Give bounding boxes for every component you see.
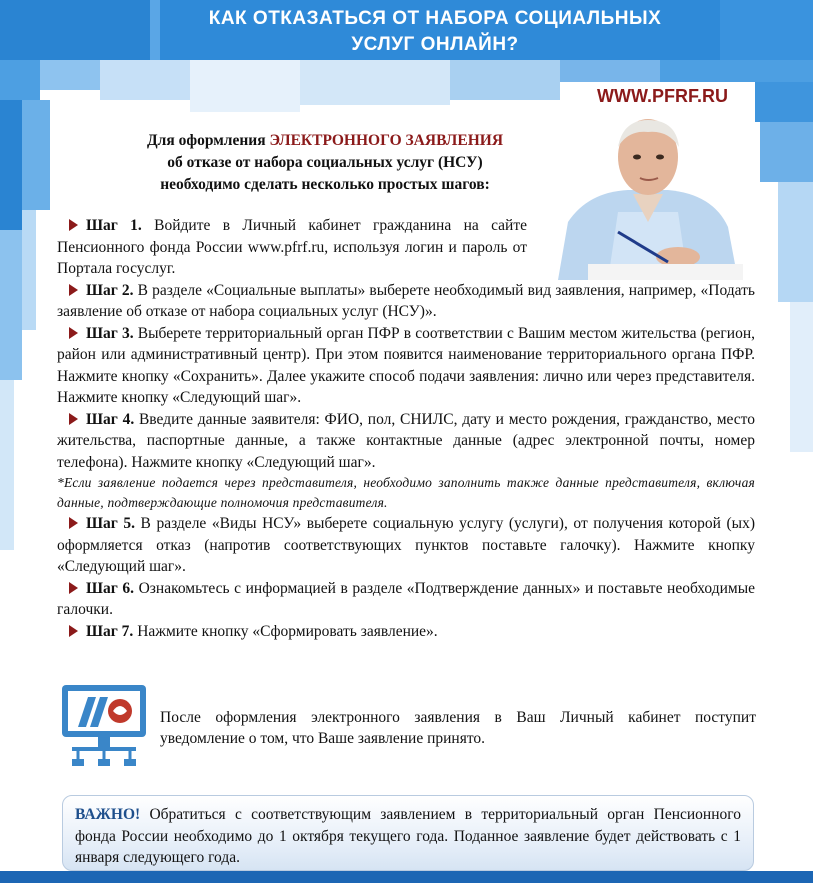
title-line-1: КАК ОТКАЗАТЬСЯ ОТ НАБОРА СОЦИАЛЬНЫХ — [208, 8, 662, 29]
page-title — [150, 6, 720, 58]
intro-highlight: ЭЛЕКТРОННОГО ЗАЯВЛЕНИЯ — [269, 132, 504, 149]
important-box — [62, 795, 754, 871]
intro-prefix: Для оформления — [146, 132, 270, 149]
arrow-right-icon — [69, 413, 78, 425]
step-6: Шаг 6. Ознакомьтесь с информацией в разделе «Подтверждение данных» и поставьте необходимые галочки. — [57, 579, 756, 618]
important-text: Обратиться с соответствующим заявлением в территориальный орган Пенсионного фонда России необходимо до 1 октября текущего года. Поданное заявление будет действовать с 1 января следующего года. — [75, 806, 741, 866]
intro-line-3: необходимо сделать несколько простых шагов: — [160, 176, 490, 193]
arrow-right-icon — [69, 517, 78, 529]
step-3: Шаг 3. Выберете территориальный орган ПФР в соответствии с Вашим местом жительства (регион, район или административный центр). При этом появится наименование территориального органа ПФР. Нажмите кнопку «Сохранить». Далее укажите способ подачи заявления: лично или через представителя. Нажмите кнопку «Следующий шаг». — [57, 324, 756, 406]
representative-note: *Если заявление подается через представителя, необходимо заполнить также данные представителя, включая данные, подтверждающие полномочия представителя. — [57, 475, 755, 510]
arrow-right-icon — [69, 284, 78, 296]
arrow-right-icon — [69, 219, 78, 231]
arrow-right-icon — [69, 625, 78, 637]
confirmation-text: После оформления электронного заявления в Ваш Личный кабинет поступит уведомление о том, что Ваше заявление принято. — [160, 709, 756, 747]
computer-network-icon — [58, 683, 150, 767]
title-line-2: УСЛУГ ОНЛАЙН? — [351, 34, 519, 55]
footer-bar — [0, 871, 813, 883]
step-1: Шаг 1. Войдите в Личный кабинет гражданина на сайте Пенсионного фонда России www.pfrf.ru, используя логин и пароль от Портала госуслуг. — [57, 217, 528, 277]
steps-list — [57, 215, 755, 642]
arrow-right-icon — [69, 582, 78, 594]
site-url[interactable]: WWW.PFRF.RU — [575, 83, 750, 109]
important-label: ВАЖНО! — [75, 806, 141, 823]
arrow-right-icon — [69, 327, 78, 339]
intro-line-2: об отказе от набора социальных услуг (НСУ) — [167, 154, 483, 171]
intro-text — [60, 130, 590, 196]
step-5: Шаг 5. В разделе «Виды НСУ» выберете социальную услугу (услуги), от получения которой (ых) оформляется отказ (напротив соответствующих пунктов поставьте галочку). Нажмите кнопку «Следующий шаг». — [57, 515, 755, 575]
step-7: Шаг 7. Нажмите кнопку «Сформировать заявление». — [57, 621, 755, 643]
step-2: Шаг 2. В разделе «Социальные выплаты» выберете необходимый вид заявления, например, «Подать заявление об отказе от набора социальных услуг (НСУ)». — [57, 281, 755, 320]
step-4: Шаг 4. Введите данные заявителя: ФИО, пол, СНИЛС, дату и место рождения, гражданство, место жительства, паспортные данные, а также контактные данные (адрес электронной почты, номер телефона). Нажмите кнопку «Следующий шаг». — [57, 410, 755, 471]
